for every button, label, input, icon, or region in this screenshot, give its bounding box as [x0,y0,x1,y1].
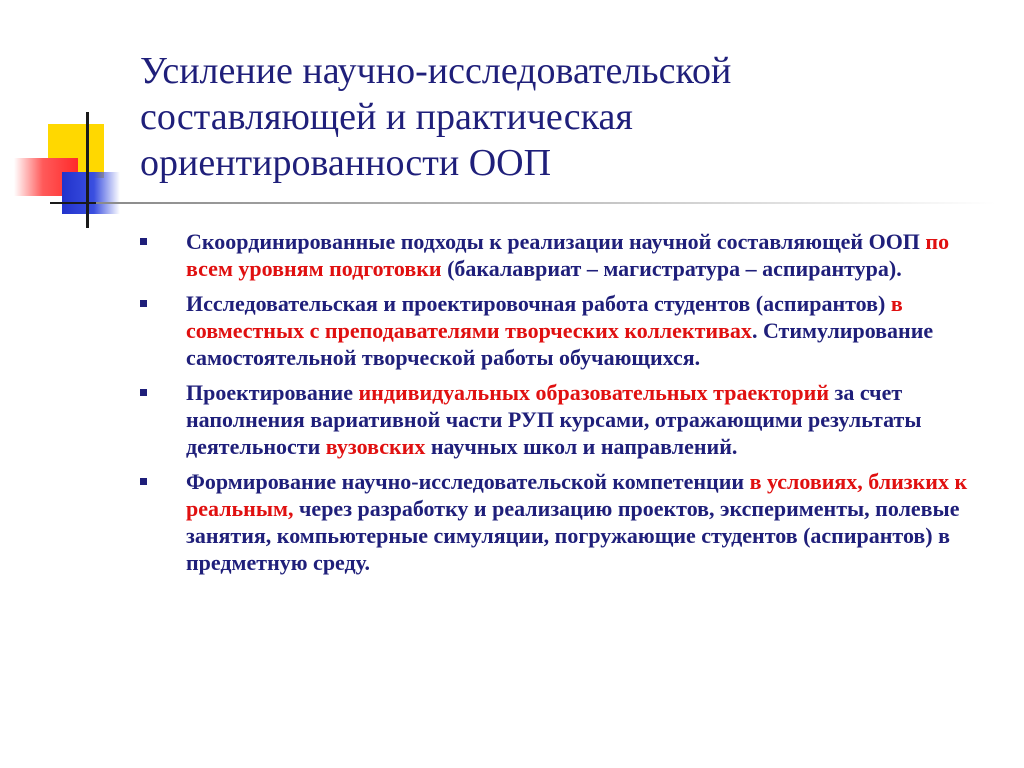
highlight-segment: в совместных с преподавателями творческих коллективах [186,291,903,343]
bullet-text [186,229,949,281]
text-segment: Формирование научно-исследовательской компетенции [186,469,750,494]
highlight-segment: вузовских [325,434,426,459]
bullet-item [140,228,1000,282]
square-bullet-icon [140,478,147,485]
bullet-list [140,228,1000,584]
square-bullet-icon [140,238,147,245]
text-segment: . Стимулирование самостоятельной творческой работы обучающихся. [186,318,934,370]
slide-title: Усиление научно-исследовательской составляющей и практическая ориентированности ООП [140,50,732,184]
square-bullet-icon [140,389,147,396]
corner-decoration [0,0,150,240]
bullet-text [186,291,933,370]
text-segment: научных школ и направлений. [425,434,738,459]
bullet-item [140,290,1000,371]
vertical-line-decoration [86,112,89,228]
highlight-segment: в условиях, близких к реальным, [186,469,968,521]
text-segment: Проектирование [186,380,359,405]
square-bullet-icon [140,300,147,307]
text-segment: Исследовательская и проектировочная работа студентов (аспирантов) [186,291,891,316]
bullet-text [186,380,922,459]
title-divider [96,202,996,204]
blue-square-decoration [62,172,120,214]
text-segment: (бакалавриат – магистратура – аспирантура). [441,256,902,281]
bullet-text [186,469,967,575]
bullet-item [140,379,1000,460]
bullet-item [140,468,1000,576]
text-segment: Скоординированные подходы к реализации научной составляющей ООП [186,229,926,254]
text-segment: за счет наполнения вариативной части РУП курсами, отражающими результаты деятельности [186,380,922,459]
text-segment: через разработку и реализацию проектов, эксперименты, полевые занятия, компьютерные симуляции, погружающие студентов (аспирантов) в предметную среду. [186,496,960,575]
highlight-segment: индивидуальных образовательных траекторий [358,380,830,405]
highlight-segment: по всем уровням подготовки [186,229,950,281]
